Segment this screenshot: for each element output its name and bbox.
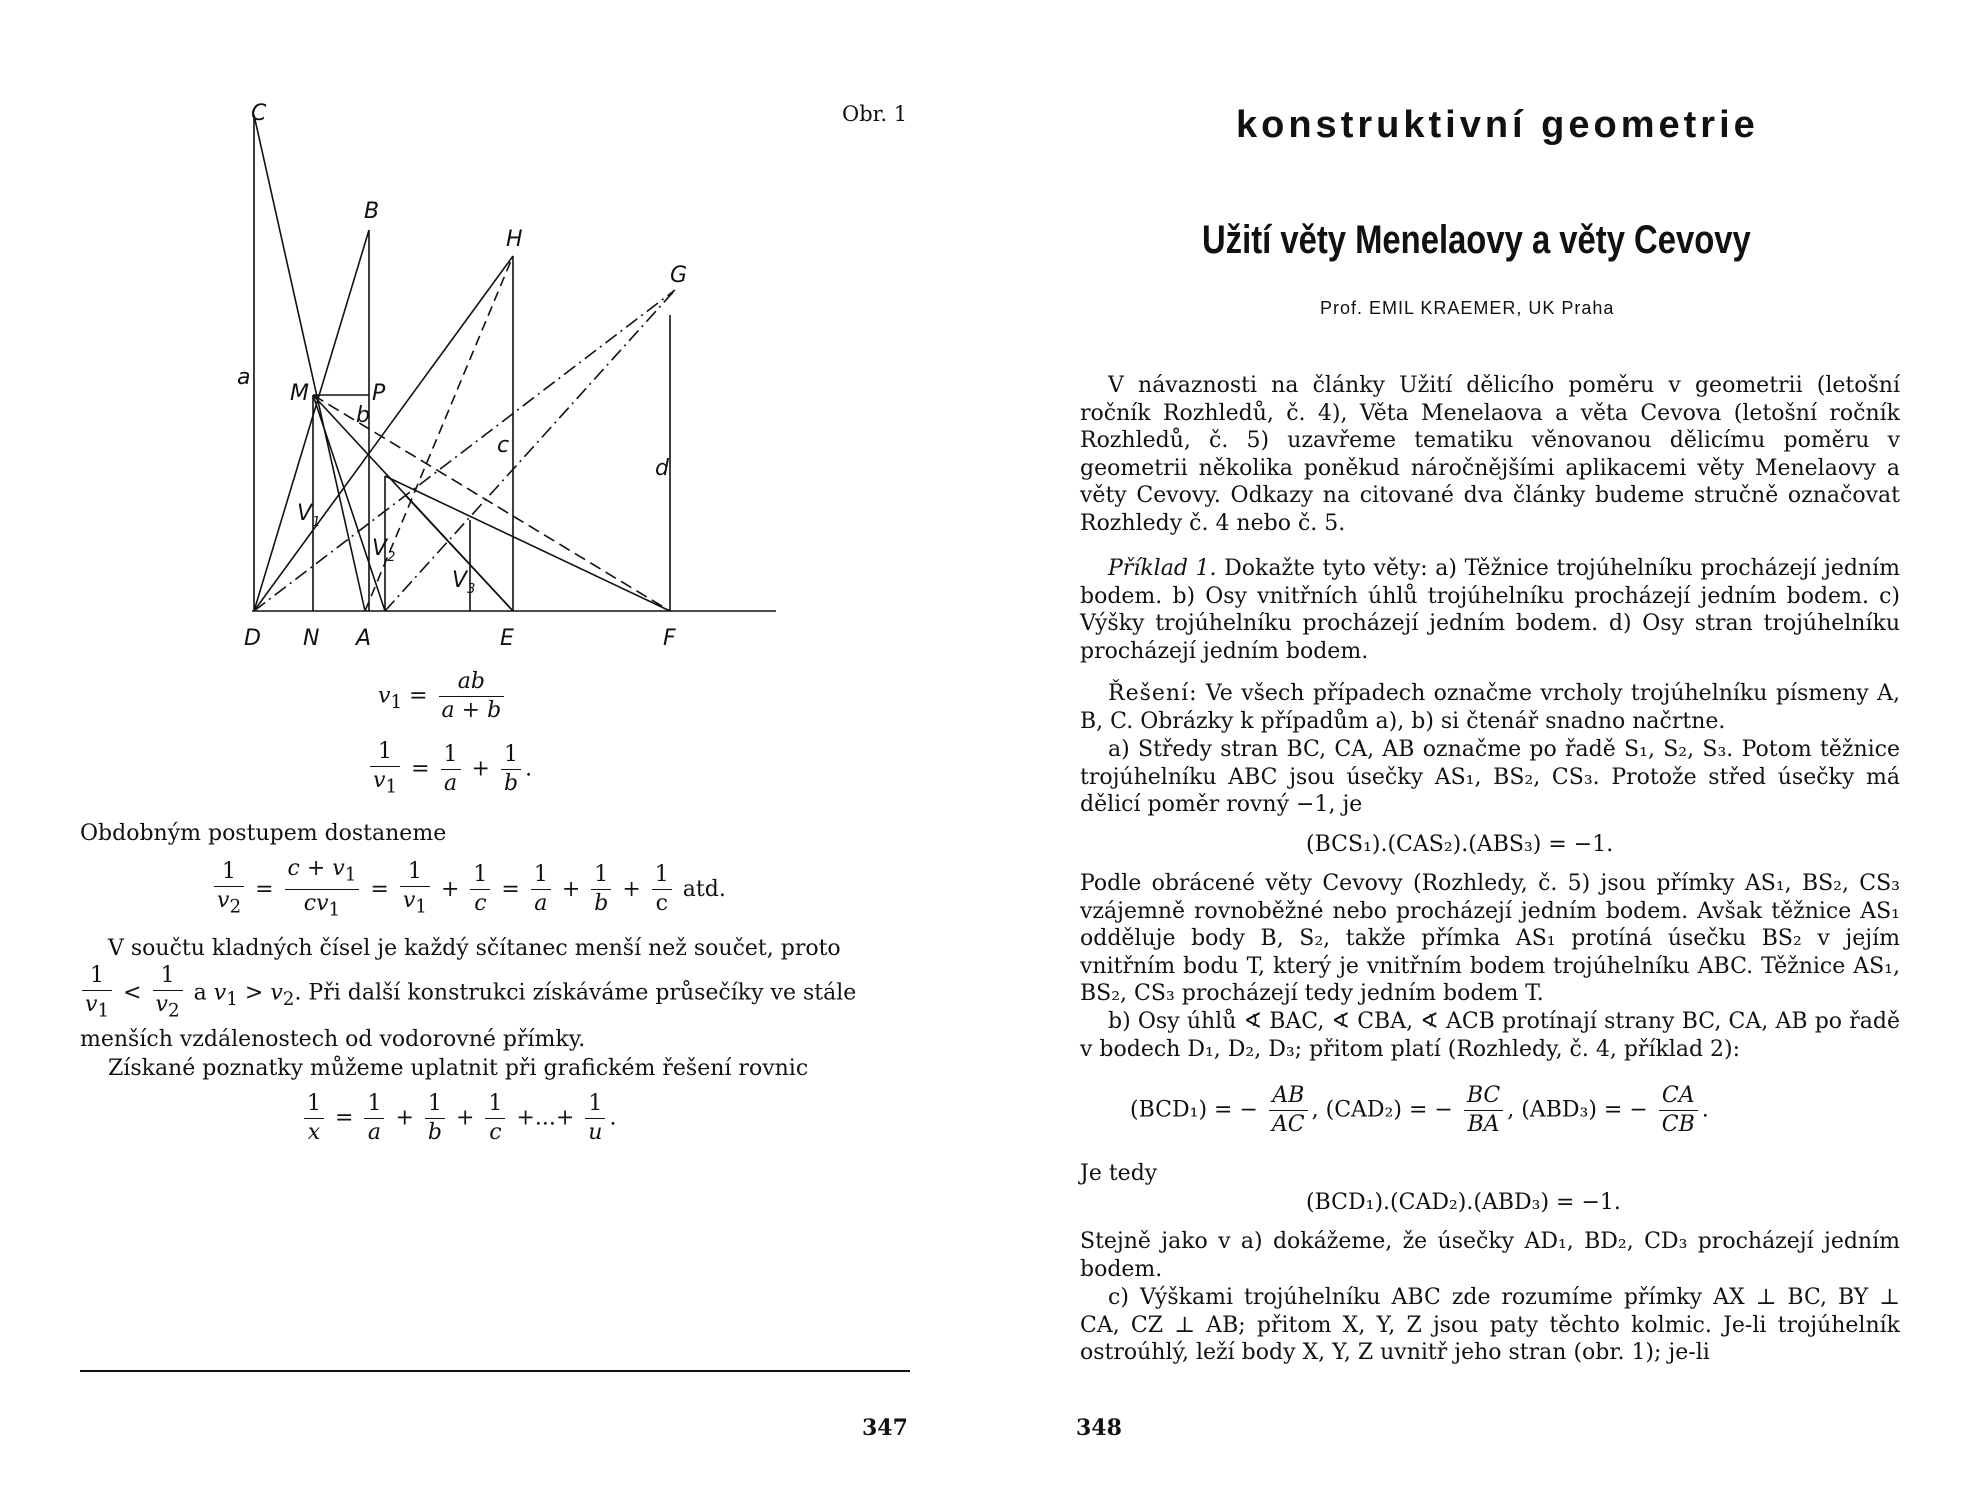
part-b2-paragraph: Stejně jako v a) dokážeme, že úsečky AD₁, BD₂, CD₃ procházejí jedním bodem.	[1080, 1229, 1900, 1282]
label-D: D	[244, 626, 261, 651]
example-paragraph	[1080, 555, 1900, 665]
part-b-paragraph: b) Osy úhlů ∢ BAC, ∢ CBA, ∢ ACB protínají strany BC, CA, AB po řadě v bodech D₁, D₂, D₃; přitom platí (Rozhledy, č. 4, příklad 2):	[1080, 1009, 1900, 1062]
part-a-paragraph: a) Středy stran BC, CA, AB označme po řadě S₁, S₂, S₃. Potom těžnice trojúhelníku ABC jsou úsečky AS₁, BS₂, CS₃. Protože střed úsečky má dělicí poměr rovný −1, je	[1080, 737, 1900, 817]
example-label: Příklad 1.	[1108, 556, 1217, 581]
line-V2F	[385, 476, 670, 611]
part-c-paragraph: c) Výškami trojúhelníku ABC zde rozumíme přímky AX ⊥ BC, BY ⊥ CA, CZ ⊥ AB; přitom X, Y, Z jsou paty těchto kolmic. Je-li trojúhelník ostroúhlý, leží body X, Y, Z uvnitř jeho stran (obr. 1); je-li	[1080, 1285, 1900, 1365]
intro-paragraph: V návaznosti na články Užití dělicího poměru v geometrii (letošní ročník Rozhledů, č. 4), Věta Menelaova a věta Cevova (letošní ročník Rozhledů, č. 5) uzavřeme tematiku věnovanou dělicímu poměru v geometrii několika poněkud náročnějšími aplikacemi věty Menelaovy a věty Cevovy. Odkazy na citované dva články budeme stručně označovat Rozhledy č. 4 nebo č. 5.	[1080, 373, 1900, 536]
label-C: C	[251, 101, 267, 126]
line-M-V2	[313, 395, 385, 611]
solution-paragraph	[1080, 680, 1900, 735]
footer-rule	[80, 1370, 910, 1372]
equation-b2: (BCD₁).(CAD₂).(ABD₃) = −1.	[1306, 1190, 1621, 1215]
equation-a: (BCS₁).(CAS₂).(ABS₃) = −1.	[1306, 832, 1614, 857]
part-a2-paragraph: Podle obrácené věty Cevovy (Rozhledy, č. 5) jsou přímky AS₁, BS₂, CS₃ vzájemně rovnoběžné nebo procházejí jedním bodem. Avšak těžnice AS₁ odděluje body B, S₂, takže přímka AS₁ protíná úsečku BS₂ v jejím vnitřním bodu T, který je vnitřním bodem trojúhelníku ABC. Těžnice AS₁, BS₂, CS₃ procházejí tedy jedním bodem T.	[1080, 871, 1900, 1006]
figure-caption: Obr. 1	[842, 102, 908, 126]
label-V3: $V_3$	[452, 568, 476, 597]
page-number-right: 348	[1076, 1415, 1122, 1441]
label-E: E	[500, 626, 514, 651]
right-page	[990, 0, 1980, 1500]
label-M: M	[290, 381, 309, 406]
label-V1: $V_1$	[297, 501, 321, 530]
text-obdobnym: Obdobným postupem dostaneme	[80, 821, 447, 846]
label-b: b	[356, 403, 370, 428]
line-inner	[405, 495, 513, 611]
label-d: d	[655, 456, 669, 481]
label-H: H	[506, 227, 523, 252]
line-DG	[254, 290, 675, 611]
label-B: B	[364, 199, 380, 224]
label-F: F	[663, 626, 676, 651]
text-ziskane: Získané poznatky můžeme uplatnit při grafickém řešení rovnic	[108, 1056, 809, 1081]
equation-b: (BCD₁) = − $\frac{AB}{AC}$ , (CAD₂) = − $\frac{BC}{BA}$ , (ABD₃) = − $\frac{CA}{CB}$ .	[1130, 1083, 1709, 1137]
example-text: Dokažte tyto věty: a) Těžnice trojúhelníku procházejí jedním bodem. b) Osy vnitřních úhlů trojúhelníku procházejí jedním bodem. c) Výšky trojúhelníku procházejí jedním bodem. d) Osy stran trojúhelníku procházejí jedním bodem.	[1080, 556, 1900, 664]
text-mensich: menších vzdálenostech od vodorovné přímky.	[80, 1027, 586, 1052]
equation-v1: $v_1$ = $\frac{ab}{a + b}$	[378, 668, 508, 725]
je-tedy: Je tedy	[1080, 1161, 1158, 1186]
line-V2G	[385, 290, 675, 611]
label-N: N	[303, 626, 320, 651]
label-c: c	[497, 433, 510, 458]
page-number-left: 347	[862, 1415, 908, 1441]
equation-sum: $\frac{1}{x}$ = $\frac{1}{a}$ + $\frac{1}{b}$ + $\frac{1}{c}$ +...+ $\frac{1}{u}$ .	[300, 1090, 616, 1147]
text-inequality: $\frac{1}{v_1}$ < $\frac{1}{v_2}$ a $v_1 > v_2$. Při další konstrukci získáváme průsečíky ve stále	[78, 962, 856, 1025]
line-CA	[254, 115, 365, 611]
series-heading: konstruktivní geometrie	[1236, 104, 1759, 146]
article-title: Užití věty Menelaovy a věty Cevovy	[1202, 218, 1751, 262]
equation-reciprocal: $\frac{1}{v_1}$ = $\frac{1}{a}$ + $\frac{1}{b}$ .	[366, 738, 532, 801]
label-a: a	[237, 365, 251, 390]
solution-label: Řešení:	[1108, 681, 1198, 706]
label-A: A	[356, 626, 372, 651]
equation-v2: $\frac{1}{v_2}$ = $\frac{c + v_1}{cv_1}$ = $\frac{1}{v_1}$ + $\frac{1}{c}$ = $\frac{1}{a}$ + $\frac{1}{b}$ + $\frac{1}{c}$ atd.	[210, 855, 726, 925]
author-line: Prof. EMIL KRAEMER, UK Praha	[1320, 298, 1615, 318]
label-G: G	[670, 263, 688, 288]
solution-text: Ve všech případech označme vrcholy trojúhelníku písmeny A, B, C. Obrázky k případům a), b) si čtenář snadno načrtne.	[1080, 681, 1900, 734]
label-P: P	[372, 381, 386, 406]
label-V2: $V_2$	[372, 536, 396, 565]
text-soucet: V součtu kladných čísel je každý sčítanec menší než součet, proto	[108, 936, 841, 961]
geometric-figure	[0, 0, 990, 660]
